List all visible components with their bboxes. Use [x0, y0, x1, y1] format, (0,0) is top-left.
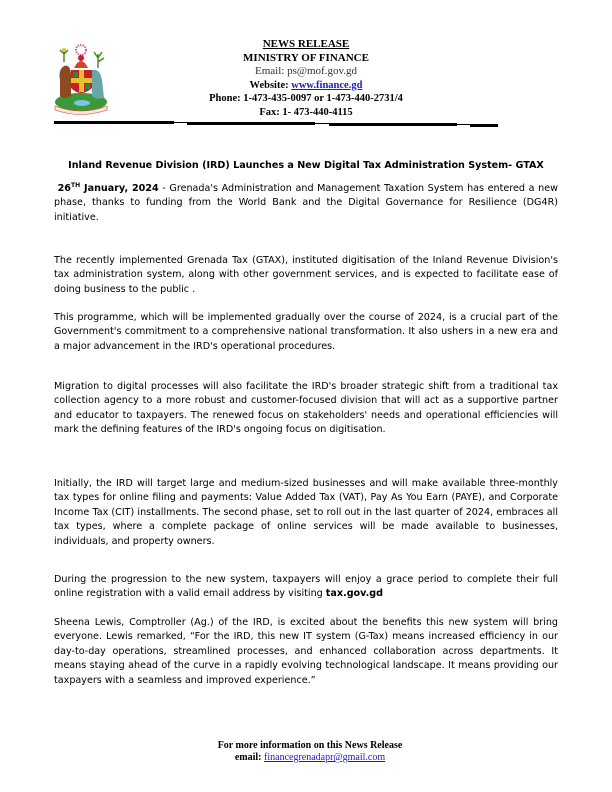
header-divider-segment	[187, 122, 315, 125]
date-month-year: January, 2024	[80, 183, 159, 194]
paragraph-migration: Migration to digital processes will also facilitate the IRD's broader strategic shift from a traditional tax collection agency to a more robust and customer-focused division that will act as a supportive partner and educator to taxpayers. The renewed focus on stakeholders' needs and operational efficiencies will mark the defining features of the IRD's ongoing focus on digitisation.	[54, 381, 558, 436]
date-suffix: TH	[70, 182, 81, 189]
website-line	[160, 79, 452, 93]
footer-info-line: For more information on this News Release	[217, 740, 403, 751]
paragraph-intro	[54, 182, 558, 225]
headline: Inland Revenue Division (IRD) Launches a New Digital Tax Administration System- GTAX	[68, 160, 544, 171]
intro-text: - Grenada's Administration and Management Taxation System has entered a new phase, thanks to funding from the World Bank and the Digital Governance for Resilience (DG4R) initiative.	[54, 183, 558, 223]
paragraph-phases: Initially, the IRD will target large and medium-sized businesses and will make available three-monthly tax types for online filing and payments: Value Added Tax (VAT), Pay As You Earn (PAYE), and Corporate Income Tax (CIT) installments. The second phase, set to roll out in the last quarter of 2024, embraces all tax types, where a complete package of online services will be made available to businesses, individuals, and property owners.	[54, 478, 558, 547]
news-release-title: NEWS RELEASE	[262, 38, 350, 50]
coat-of-arms-icon	[52, 40, 110, 116]
ministry-name: MINISTRY OF FINANCE	[243, 51, 369, 64]
fax-line: Fax: 1- 473-440-4115	[259, 106, 353, 118]
footer-email-link[interactable]: financegrenadapr@gmail.com	[264, 752, 386, 763]
paragraph-registration	[54, 573, 558, 602]
tax-portal-link[interactable]: tax.gov.gd	[325, 588, 383, 600]
website-link[interactable]: www.finance.gd	[291, 79, 363, 91]
paragraph-programme: This programme, which will be implemented gradually over the course of 2024, is a crucial part of the Government's commitment to a comprehensive national transformation. It also ushers in a new era and a major advancement in the IRD's operational procedures.	[54, 312, 558, 352]
header-divider-segment	[174, 122, 188, 123]
header-divider-segment	[329, 123, 457, 126]
footer-contact	[150, 740, 470, 764]
header-divider-segment	[470, 124, 498, 127]
paragraph-gtax: The recently implemented Grenada Tax (GTAX), instituted digitisation of the Inland Revenue Division's tax administration system, along with other government services, and is expected to facilitate ease of doing business to the public .	[54, 255, 558, 295]
letterhead	[160, 38, 452, 119]
header-divider-segment	[457, 124, 471, 125]
footer-email-label: email:	[234, 752, 265, 763]
registration-text: During the progression to the new system, taxpayers will enjoy a grace period to complete their full online registration with a valid email address by visiting	[54, 574, 558, 600]
ministry-email: Email: ps@mof.gov.gd	[255, 65, 357, 77]
website-label: Website:	[249, 79, 292, 91]
paragraph-quote: Sheena Lewis, Comptroller (Ag.) of the IRD, is excited about the benefits this new system will bring everyone. Lewis remarked, “For the IRD, this new IT system (G-Tax) means increased efficiency in our day-to-day operations, streamlined processes, and enhanced collaboration across departments. It means staying ahead of the curve in a rapidly evolving technological landscape. It means providing our taxpayers with a seamless and improved experience.”	[54, 617, 558, 686]
footer-email-line	[150, 752, 470, 764]
phone-line: Phone: 1-473-435-0097 or 1-473-440-2731/4	[209, 93, 403, 104]
header-divider-segment	[315, 123, 329, 124]
header-divider-segment	[54, 121, 174, 124]
date-day: 26	[57, 183, 71, 194]
